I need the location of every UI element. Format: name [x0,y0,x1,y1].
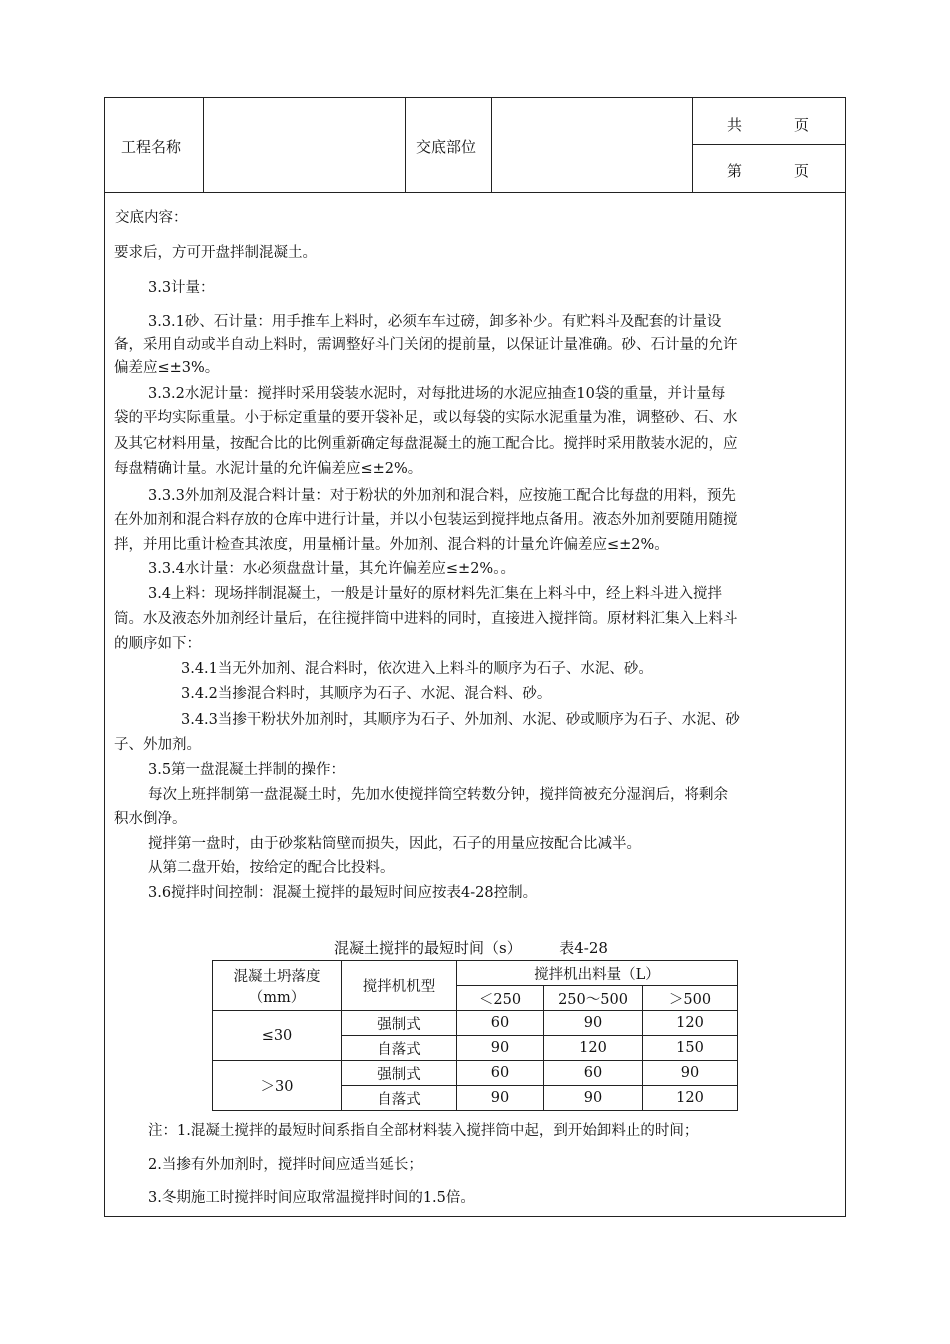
text-line: 3.3.4水计量：水必须盘盘计量，其允许偏差应≤±2%。。 [148,561,515,577]
text-line: 3.3.3外加剂及混合料计量：对于粉状的外加剂和混合料，应按施工配合比每盘的用料，预先 [148,488,736,504]
text-line: 3.4.1当无外加剂、混合料时，依次进入上料斗的顺序为石子、水泥、砂。 [181,661,653,677]
text-line: 要求后，方可开盘拌制混凝土。 [114,245,317,261]
text-line: 3.6搅拌时间控制：混凝土搅拌的最短时间应按表4-28控制。 [148,885,538,901]
text-line: 及其它材料用量，按配合比的比例重新确定每盘混凝土的施工配合比。搅拌时采用散装水泥的，应 [114,436,738,452]
text-line: 3.4.3当掺干粉状外加剂时，其顺序为石子、外加剂、水泥、砂或顺序为石子、水泥、砂 [181,712,740,728]
value-cell: 90 [457,1036,544,1061]
text-line: 3.4.2当掺混合料时，其顺序为石子、水泥、混合料、砂。 [181,686,552,702]
text-line: 拌，并用比重计检查其浓度，用量桶计量。外加剂、混合料的计量允许偏差应≤±2%。 [114,537,669,553]
value-cell: 60 [544,1061,643,1086]
section-heading: 3.5第一盘混凝土拌制的操作： [148,762,346,778]
text-line: 的顺序如下： [114,636,201,652]
subheader-lt250: ＜250 [457,986,544,1011]
subheader-gt500: ＞500 [643,986,738,1011]
divider [203,98,204,192]
text-line: 每盘精确计量。水泥计量的允许偏差应≤±2%。 [114,461,423,477]
text-line: 偏差应≤±3%。 [114,360,220,376]
note-line: 2.当掺有外加剂时，搅拌时间应适当延长； [148,1157,423,1173]
header-slump: 混凝土坍落度 （mm） [213,961,342,1011]
total-pages-unit: 页 [794,116,810,134]
text-line: 在外加剂和混合料存放的仓库中进行计量，并以小包装运到搅拌地点备用。液态外加剂要随用随搅 [114,512,738,528]
value-cell: 90 [544,1011,643,1036]
header-output: 搅拌机出料量（L） [457,961,738,986]
type-cell: 强制式 [342,1011,457,1036]
slump-cell: ≤30 [213,1011,342,1061]
note-line: 注：1.混凝土搅拌的最短时间系指自全部材料装入搅拌筒中起，到开始卸料止的时间； [148,1123,699,1139]
text-line: 3.3.1砂、石计量：用手推车上料时，必须车车过磅，卸多补少。有贮料斗及配套的计量设 [148,314,722,330]
type-cell: 自落式 [342,1036,457,1061]
text-line: 3.4上料：现场拌制混凝土，一般是计量好的原材料先汇集在上料斗中，经上料斗进入搅拌 [148,586,723,602]
disclosure-part-field[interactable] [497,102,687,188]
divider [693,144,845,145]
total-pages-label: 共 [727,116,743,134]
page-number-unit: 页 [794,162,810,180]
value-cell: 60 [457,1011,544,1036]
value-cell: 120 [544,1036,643,1061]
text-line: 3.3.2水泥计量：搅拌时采用袋装水泥时，对每批进场的水泥应抽查10袋的重量，并计量每 [148,386,726,402]
text-line: 从第二盘开始，按给定的配合比投料。 [148,860,395,876]
slump-cell: ＞30 [213,1061,342,1111]
value-cell: 90 [544,1086,643,1111]
form-header [105,98,845,193]
type-cell: 强制式 [342,1061,457,1086]
value-cell: 120 [643,1011,738,1036]
project-name-label: 工程名称 [121,138,182,156]
project-name-field[interactable] [209,102,401,188]
text-line: 积水倒净。 [114,811,187,827]
text-line: 子、外加剂。 [114,737,201,753]
divider [491,98,492,192]
table-title: 混凝土搅拌的最短时间（s） [334,939,522,957]
table-row [213,1011,738,1036]
value-cell: 60 [457,1061,544,1086]
value-cell: 120 [643,1086,738,1111]
subheader-250-500: 250～500 [544,986,643,1011]
divider [405,98,406,192]
section-heading: 3.3计量： [148,280,215,296]
text-line: 袋的平均实际重量。小于标定重量的要开袋补足，或以每袋的实际水泥重量为准，调整砂、石、水 [114,410,738,426]
page-number-label: 第 [727,162,743,180]
table-number: 表4-28 [559,939,608,957]
value-cell: 90 [457,1086,544,1111]
disclosure-part-label: 交底部位 [416,138,477,156]
text-line: 搅拌第一盘时，由于砂浆粘筒壁而损失，因此，石子的用量应按配合比减半。 [148,836,641,852]
table-caption [334,937,608,958]
note-line: 3.冬期施工时搅拌时间应取常温搅拌时间的1.5倍。 [148,1190,475,1206]
text-line: 筒。水及液态外加剂经计量后，在往搅拌筒中进料的同时，直接进入搅拌筒。原材料汇集入上料斗 [114,611,738,627]
mixing-time-table [212,960,738,1111]
type-cell: 自落式 [342,1086,457,1111]
text-line: 每次上班拌制第一盘混凝土时，先加水使搅拌筒空转数分钟，搅拌筒被充分湿润后，将剩余 [148,787,728,803]
value-cell: 90 [643,1061,738,1086]
divider [692,98,693,192]
value-cell: 150 [643,1036,738,1061]
table-row [213,1061,738,1086]
text-line: 备，采用自动或半自动上料时，需调整好斗门关闭的提前量，以保证计量准确。砂、石计量的允许 [114,337,738,353]
header-mixer-type: 搅拌机机型 [342,961,457,1011]
content-label: 交底内容： [115,210,188,226]
